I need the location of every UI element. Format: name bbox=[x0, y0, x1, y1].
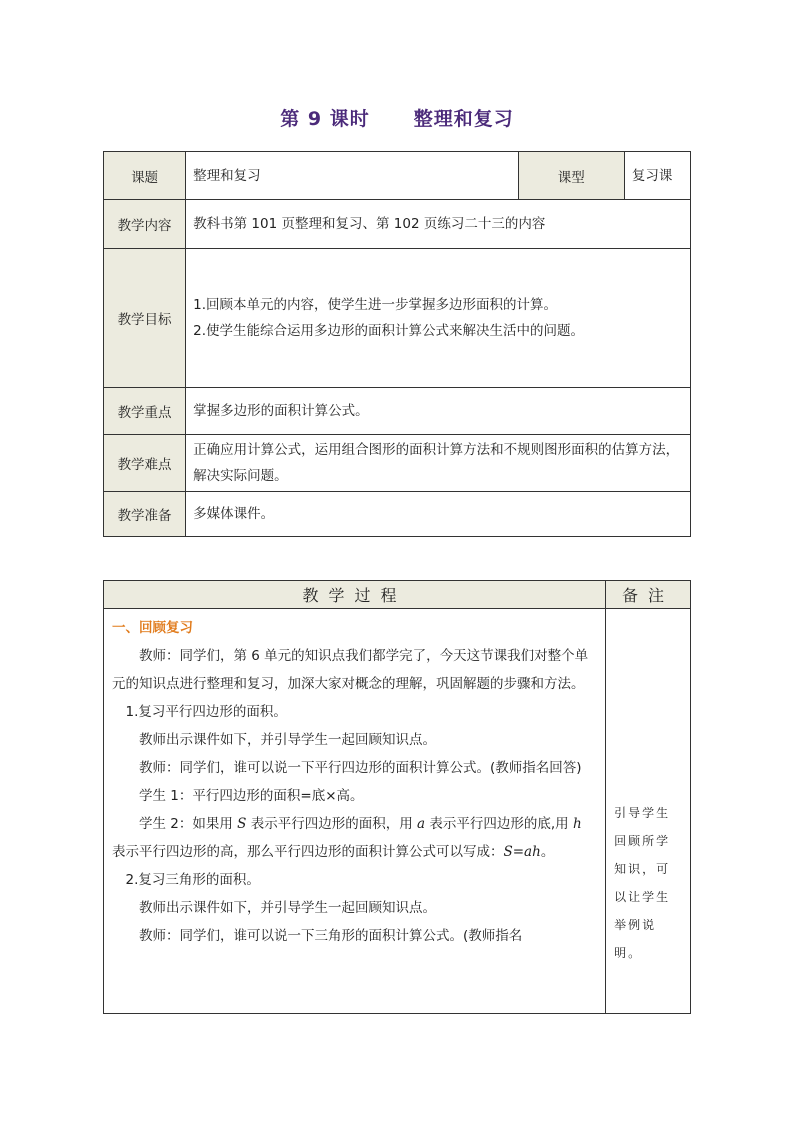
paragraph: 教师：同学们，第 6 单元的知识点我们都学完了，今天这节课我们对整个单元的知识点进行整理和复习，加深大家对概念的理解，巩固解题的步骤和方法。 bbox=[112, 648, 589, 692]
paragraph: 教师出示课件如下，并引导学生一起回顾知识点。 bbox=[139, 900, 436, 916]
content-label: 教学内容 bbox=[104, 200, 186, 249]
process-content bbox=[104, 609, 606, 1014]
lesson-info-table bbox=[103, 151, 691, 537]
type-value: 复习课 bbox=[624, 152, 690, 200]
lesson-number: 第 9 课时 bbox=[280, 108, 370, 130]
goal-value bbox=[186, 249, 691, 388]
paragraph: 教师：同学们，谁可以说一下平行四边形的面积计算公式。(教师指名回答) bbox=[139, 760, 582, 776]
goal-item-1: 1.回顾本单元的内容，使学生进一步掌握多边形面积的计算。 bbox=[193, 297, 558, 313]
lesson-topic: 整理和复习 bbox=[413, 108, 514, 130]
difficulty-label: 教学难点 bbox=[104, 435, 186, 492]
prep-label: 教学准备 bbox=[104, 492, 186, 537]
goal-label: 教学目标 bbox=[104, 249, 186, 388]
paragraph: 教师：同学们，谁可以说一下三角形的面积计算公式。(教师指名 bbox=[139, 928, 523, 944]
goal-item-2: 2.使学生能综合运用多边形的面积计算公式来解决生活中的问题。 bbox=[193, 323, 585, 339]
paragraph: 学生 2：如果用 S 表示平行四边形的面积，用 a 表示平行四边形的底,用 h 表示平行四边形的高，那么平行四边形的面积计算公式可以写成：S=ah。 bbox=[112, 816, 582, 860]
subject-label: 课题 bbox=[104, 152, 186, 200]
difficulty-value: 正确应用计算公式，运用组合图形的面积计算方法和不规则图形面积的估算方法，解决实际问题。 bbox=[186, 435, 691, 492]
key-label: 教学重点 bbox=[104, 388, 186, 435]
prep-value: 多媒体课件。 bbox=[186, 492, 691, 537]
type-label: 课型 bbox=[518, 152, 624, 200]
item-title: 1.复习平行四边形的面积。 bbox=[125, 704, 287, 720]
teaching-process-table bbox=[103, 580, 691, 1014]
note-content: 引导学生回顾所学知识，可以让学生举例说明。 bbox=[606, 609, 691, 1014]
note-header: 备注 bbox=[606, 581, 691, 609]
paragraph: 教师出示课件如下，并引导学生一起回顾知识点。 bbox=[139, 732, 436, 748]
process-header: 教学过程 bbox=[104, 581, 606, 609]
subject-value: 整理和复习 bbox=[186, 152, 519, 200]
key-value: 掌握多边形的面积计算公式。 bbox=[186, 388, 691, 435]
paragraph: 学生 1：平行四边形的面积=底×高。 bbox=[139, 788, 364, 804]
section-title: 一、回顾复习 bbox=[112, 620, 193, 636]
page-title bbox=[0, 104, 794, 131]
content-value: 教科书第 101 页整理和复习、第 102 页练习二十三的内容 bbox=[186, 200, 691, 249]
item-title: 2.复习三角形的面积。 bbox=[125, 872, 260, 888]
